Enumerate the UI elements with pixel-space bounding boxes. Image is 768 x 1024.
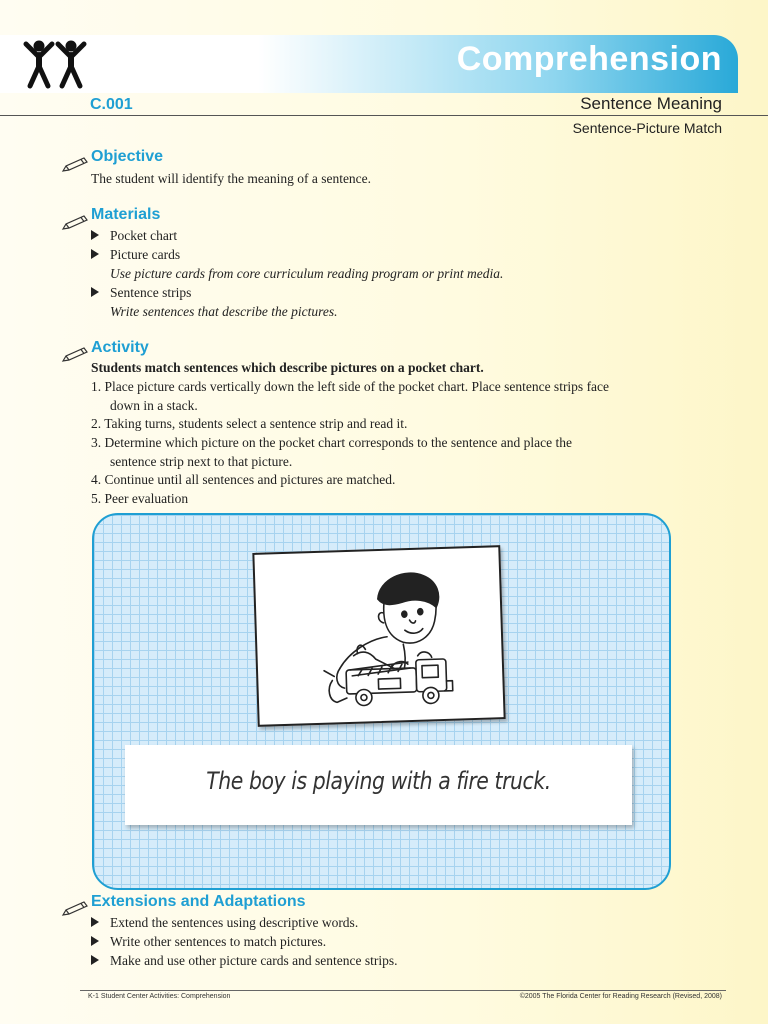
activity-intro: Students match sentences which describe pictures on a pocket chart. [91, 360, 484, 375]
footer-left: K-1 Student Center Activities: Comprehension [88, 993, 231, 1000]
page-title: Comprehension [456, 40, 722, 78]
objective-text: The student will identify the meaning of a sentence. [91, 171, 372, 186]
subtopic-label: Sentence-Picture Match [572, 120, 722, 136]
pencil-icon [60, 156, 90, 174]
activity-step: 5. Peer evaluation [91, 491, 189, 506]
pencil-icon [60, 346, 90, 364]
footer-divider [80, 990, 726, 991]
objective-heading: Objective [91, 148, 164, 165]
header-divider [0, 115, 768, 116]
topic-label: Sentence Meaning [580, 94, 722, 113]
bullet-triangle-icon [91, 917, 99, 927]
activity-step: 1. Place picture cards vertically down the left side of the pocket chart. Place sentence strips face [91, 379, 610, 394]
extensions-item: Write other sentences to match pictures. [110, 934, 327, 949]
sentence-strip-text: The boy is playing with a fire truck. [206, 767, 551, 795]
activity-code: C.001 [90, 96, 133, 113]
materials-item: Sentence strips [110, 285, 192, 300]
bullet-triangle-icon [91, 230, 99, 240]
extensions-item: Extend the sentences using descriptive words. [110, 915, 359, 930]
activity-step-continued: sentence strip next to that picture. [110, 454, 293, 469]
activity-step: 2. Taking turns, students select a sentence strip and read it. [91, 416, 408, 431]
materials-item: Pocket chart [110, 228, 178, 243]
two-people-logo-icon [20, 40, 92, 90]
activity-step: 4. Continue until all sentences and pictures are matched. [91, 472, 396, 487]
materials-note: Use picture cards from core curriculum reading program or print media. [110, 266, 504, 281]
materials-item: Picture cards [110, 247, 181, 262]
bullet-triangle-icon [91, 955, 99, 965]
activity-step: 3. Determine which picture on the pocket chart corresponds to the sentence and place the [91, 435, 572, 450]
activity-heading: Activity [91, 339, 149, 356]
bullet-triangle-icon [91, 249, 99, 259]
boy-with-fire-truck-illustration [254, 547, 503, 725]
bullet-triangle-icon [91, 936, 99, 946]
extensions-item: Make and use other picture cards and sentence strips. [110, 953, 398, 968]
materials-heading: Materials [91, 206, 161, 223]
pencil-icon [60, 900, 90, 918]
picture-card [252, 545, 505, 727]
bullet-triangle-icon [91, 287, 99, 297]
activity-step-continued: down in a stack. [110, 398, 198, 413]
footer-right: ©2005 The Florida Center for Reading Research (Revised, 2008) [519, 993, 722, 1000]
pencil-icon [60, 214, 90, 232]
materials-note: Write sentences that describe the pictures. [110, 304, 338, 319]
extensions-heading: Extensions and Adaptations [91, 893, 306, 910]
sentence-strip [125, 745, 632, 825]
